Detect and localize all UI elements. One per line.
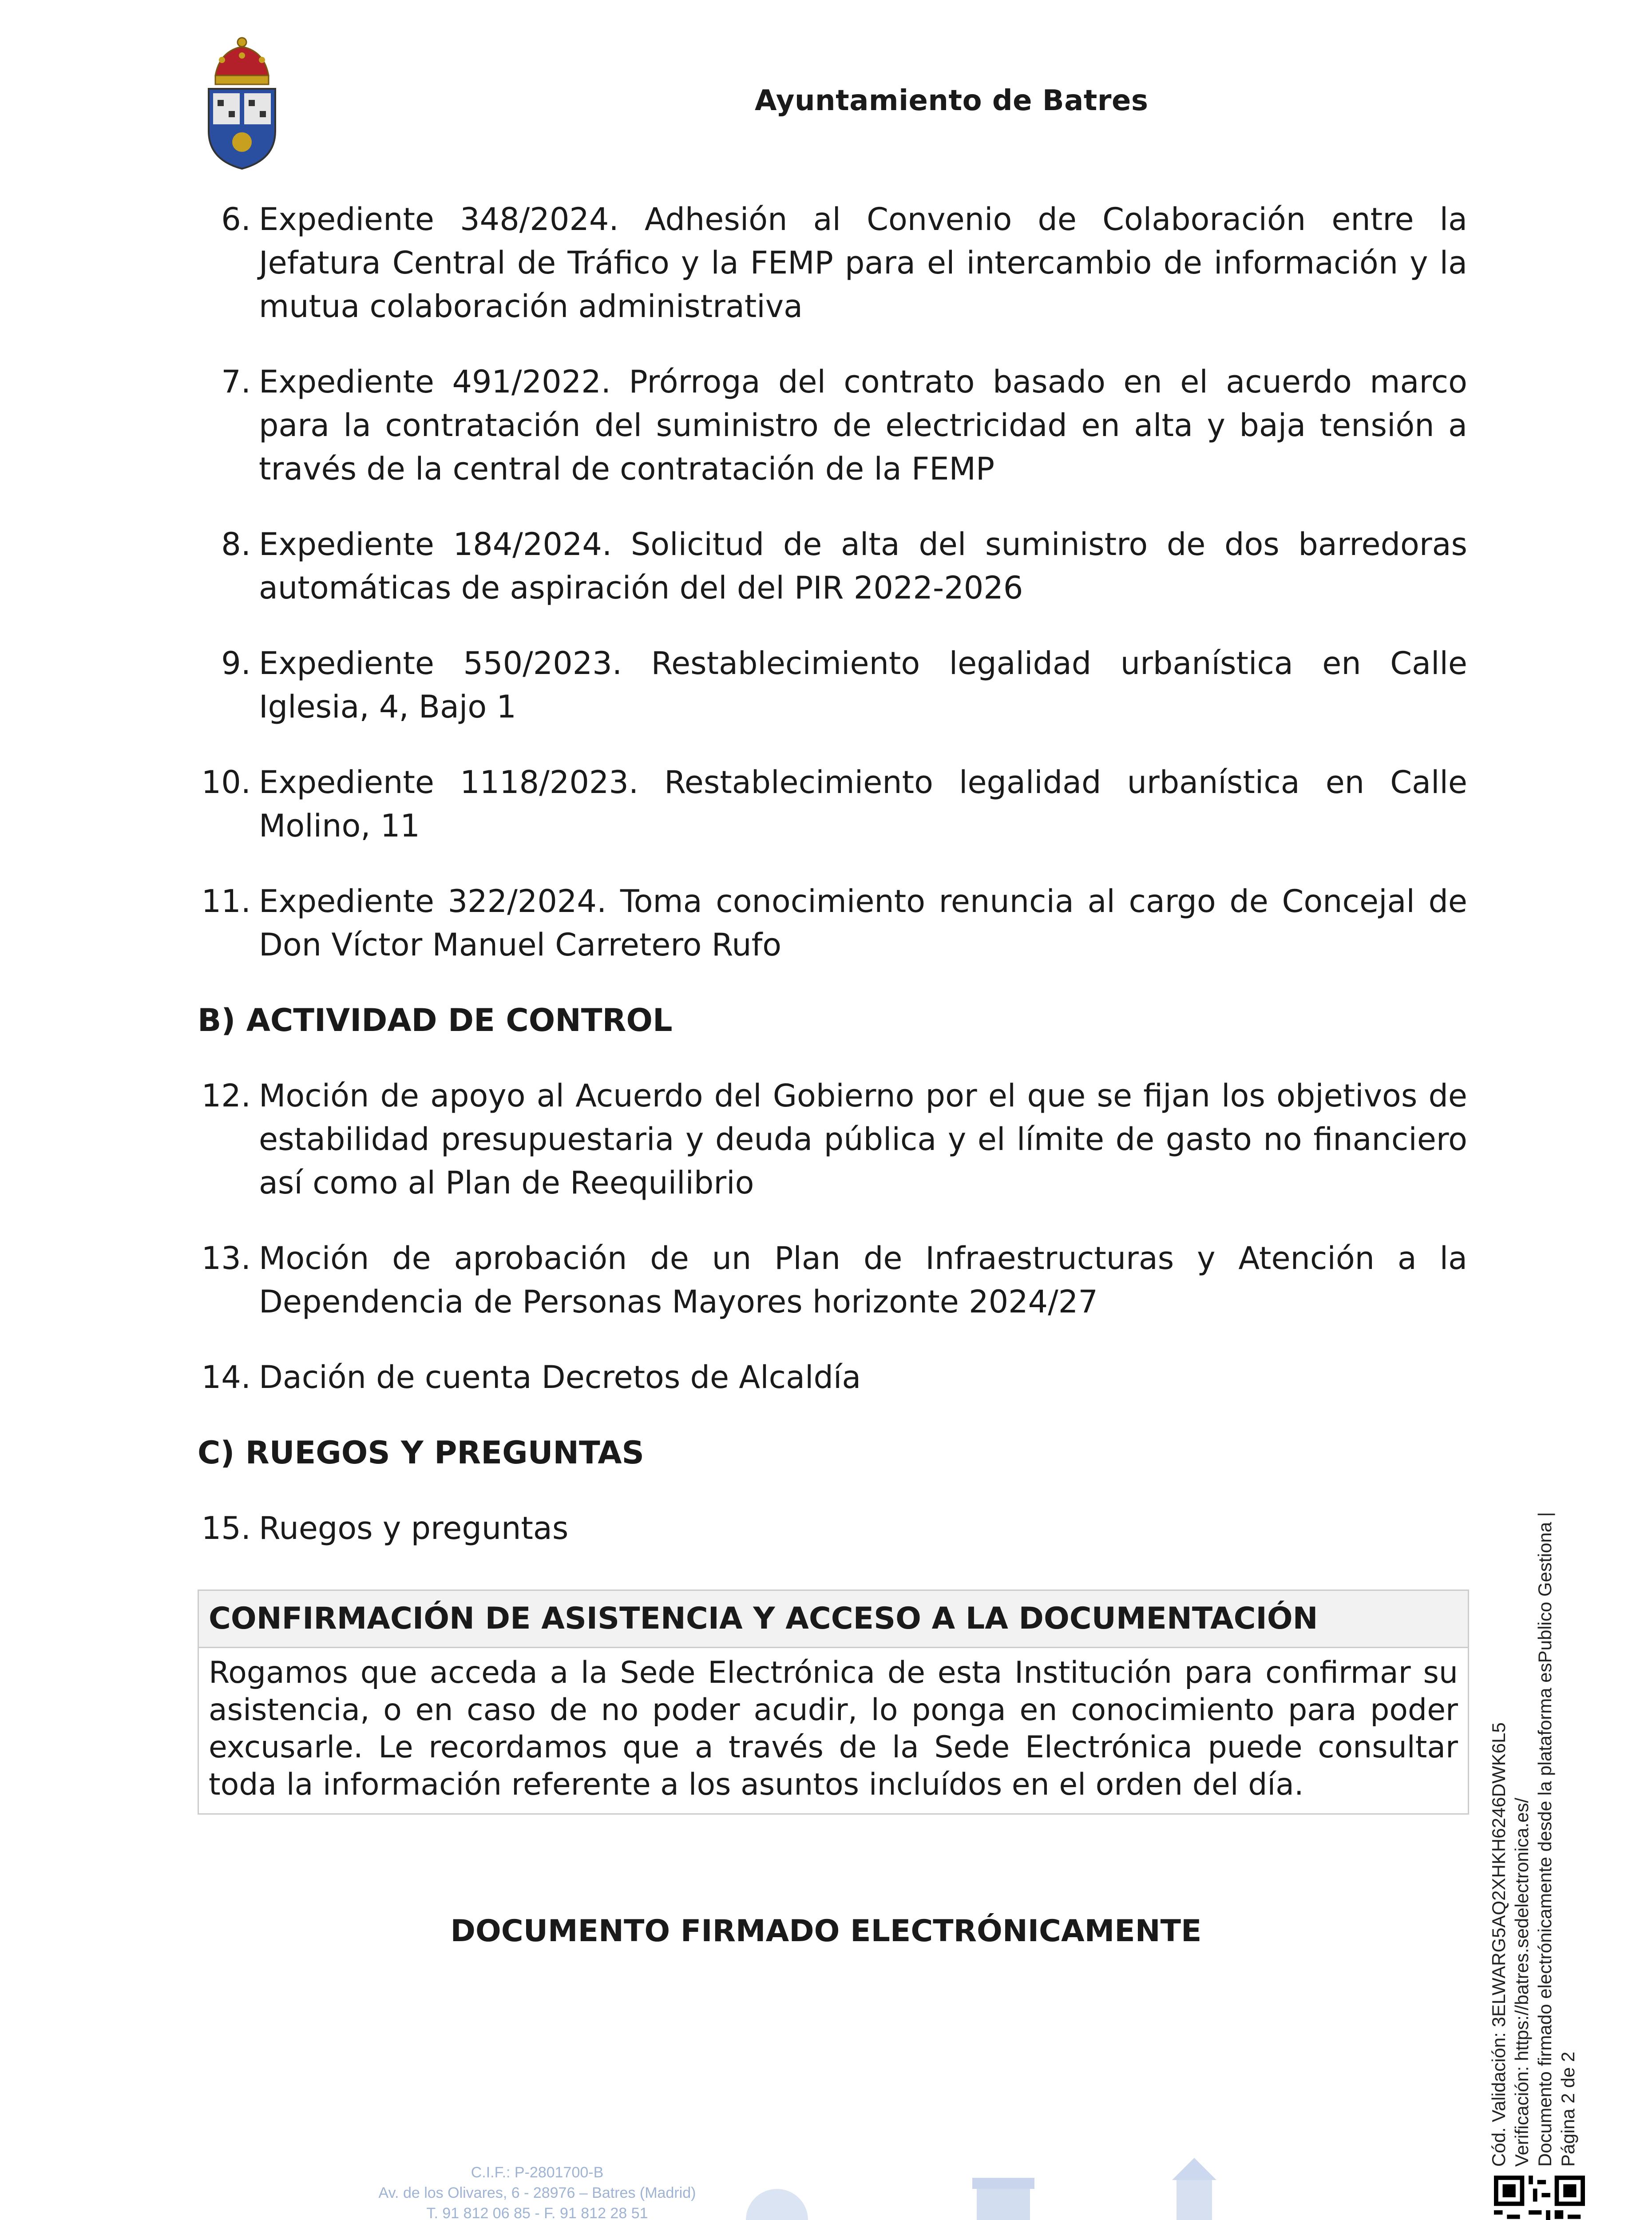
confirmation-box-body: Rogamos que acceda a la Sede Electrónica de esta Institución para confirmar su asistencia, o en caso de no poder acudir, lo ponga en conocimiento para poder excusarle. Le recordamos que a través de la Sede Electrónica puede consultar toda la información referente a los asuntos incluídos en el orden del día. — [209, 1655, 1458, 1802]
agenda-item-number: 15. — [201, 1510, 251, 1546]
agenda-item-number: 14. — [201, 1359, 251, 1395]
attendance-confirmation-box — [198, 1590, 1469, 1815]
agenda-content — [198, 198, 1467, 1582]
village-landscape-illustration — [728, 2153, 1296, 2220]
agenda-item-number: 11. — [201, 883, 251, 920]
agenda-item — [198, 523, 1467, 610]
coat-of-arms-logo — [202, 33, 282, 171]
agenda-item-number: 7. — [221, 364, 251, 400]
agenda-item-text: Expediente 1118/2023. Restablecimiento legalidad urbanística en Calle Molino, 11 — [259, 764, 1467, 844]
section-b-heading: B) ACTIVIDAD DE CONTROL — [198, 1002, 673, 1039]
verification-sidebar — [1487, 1456, 1578, 2167]
footer-address-block — [364, 2162, 710, 2220]
agenda-item — [198, 761, 1467, 848]
agenda-item-text: Expediente 184/2024. Solicitud de alta del suministro de dos barredoras automáticas de aspiración del del PIR 2022-2026 — [259, 526, 1467, 606]
agenda-item-text: Dación de cuenta Decretos de Alcaldía — [259, 1359, 861, 1395]
agenda-item-number: 6. — [221, 201, 251, 238]
agenda-item — [198, 642, 1467, 729]
footer-cif: C.I.F.: P-2801700-B — [471, 2164, 604, 2181]
agenda-item-number: 9. — [221, 645, 251, 682]
qr-code — [1494, 2176, 1585, 2220]
verification-url[interactable]: Verificación: https://batres.sedelectronica.es/ — [1511, 1797, 1532, 2167]
confirmation-box-title: CONFIRMACIÓN DE ASISTENCIA Y ACCESO A LA DOCUMENTACIÓN — [199, 1591, 1468, 1648]
agenda-item-text: Expediente 322/2024. Toma conocimiento renuncia al cargo de Concejal de Don Víctor Manuel Carretero Rufo — [259, 883, 1467, 963]
agenda-item-number: 10. — [201, 764, 251, 801]
agenda-item — [198, 1356, 1467, 1399]
agenda-item — [198, 360, 1467, 491]
electronic-signature-notice: DOCUMENTO FIRMADO ELECTRÓNICAMENTE — [450, 1914, 1202, 1949]
agenda-item-text: Expediente 491/2022. Prórroga del contrato basado en el acuerdo marco para la contratación del suministro de electricidad en alta y baja tensión a través de la central de contratación de la FEMP — [259, 364, 1467, 487]
section-c-heading: C) RUEGOS Y PREGUNTAS — [198, 1435, 644, 1471]
municipality-title: Ayuntamiento de Batres — [755, 84, 1149, 117]
agenda-list-a — [198, 198, 1467, 967]
footer-phones: T. 91 812 06 85 - F. 91 812 28 51 — [426, 2205, 648, 2220]
platform-page-info: Documento firmado electrónicamente desde la plataforma esPublico Gestiona | Página 2 de 2 — [1534, 1512, 1578, 2167]
agenda-item — [198, 198, 1467, 328]
validation-code: Cód. Validación: 3ELWARG5AQ2XHKH6246DWK6L5 — [1488, 1722, 1509, 2167]
agenda-item-text: Expediente 550/2023. Restablecimiento legalidad urbanística en Calle Iglesia, 4, Bajo 1 — [259, 645, 1467, 725]
agenda-item-text: Moción de apoyo al Acuerdo del Gobierno por el que se fijan los objetivos de estabilidad presupuestaria y deuda pública y el límite de gasto no financiero así como al Plan de Reequilibrio — [259, 1078, 1467, 1201]
agenda-item-text: Moción de aprobación de un Plan de Infraestructuras y Atención a la Dependencia de Personas Mayores horizonte 2024/27 — [259, 1240, 1467, 1320]
agenda-item — [198, 1074, 1467, 1205]
footer-address: Av. de los Olivares, 6 - 28976 – Batres (Madrid) — [378, 2184, 696, 2201]
agenda-list-b — [198, 1074, 1467, 1399]
agenda-item — [198, 1237, 1467, 1324]
agenda-item — [198, 880, 1467, 967]
agenda-item — [198, 1506, 1467, 1550]
agenda-item-text: Ruegos y preguntas — [259, 1510, 569, 1546]
agenda-list-c — [198, 1506, 1467, 1550]
agenda-item-text: Expediente 348/2024. Adhesión al Convenio de Colaboración entre la Jefatura Central de Tráfico y la FEMP para el intercambio de información y la mutua colaboración administrativa — [259, 201, 1467, 325]
agenda-item-number: 13. — [201, 1240, 251, 1276]
agenda-item-number: 12. — [201, 1078, 251, 1114]
agenda-item-number: 8. — [221, 526, 251, 563]
